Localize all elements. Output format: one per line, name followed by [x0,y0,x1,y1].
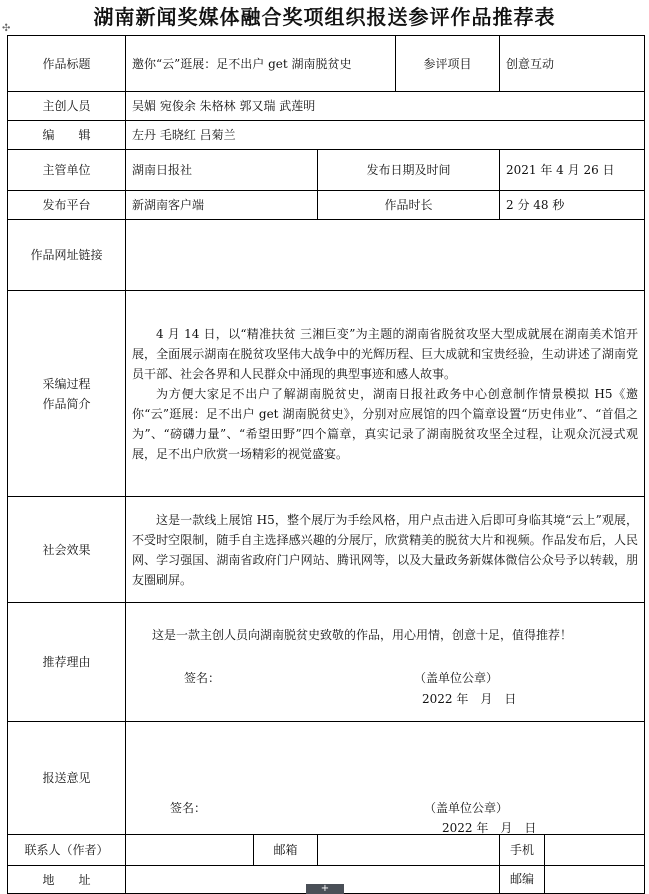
recommendation-form-table [7,35,645,894]
row-social-effect [8,497,645,603]
platform-label: 发布平台 [8,191,126,220]
platform-value[interactable]: 新湖南客户端 [126,191,318,220]
unit-value[interactable]: 湖南日报社 [126,150,318,191]
reason-value[interactable] [126,603,645,722]
row-creators [8,92,645,121]
postcode-label: 邮编 [500,866,545,893]
social-effect-paragraph: 这是一款线上展馆 H5，整个展厅为手绘风格，用户点击进入后即可身临其境“云上”观展，不受时空限制，随手自主选择感兴趣的分展厅，欣赏精美的脱贫大片和视频。作品发布后，人民网、学习强国、湖南省政府门户网站、腾讯网等，以及大量政务新媒体微信公众号予以转载，朋友圈刷屏。 [132,512,639,587]
social-effect-value[interactable] [126,497,645,603]
submit-seal: （盖单位公章） [424,801,509,815]
postcode-cell [500,866,645,894]
work-title-value[interactable]: 邀你“云”逛展：足不出户 get 湖南脱贫史 [126,36,396,92]
row-editors [8,121,645,150]
row-reason [8,603,645,722]
process-intro-value[interactable] [126,291,645,497]
submit-sign-label: 签名： [170,801,207,815]
submit-date: 2022 年 月 日 [442,821,537,835]
publish-datetime-value[interactable]: 2021 年 4 月 26 日 [500,150,645,191]
row-url [8,220,645,291]
duration-value[interactable]: 2 分 48 秒 [500,191,645,220]
creators-label: 主创人员 [8,92,126,121]
contact-label: 联系人（作者） [8,835,126,866]
email-label: 邮箱 [254,835,318,866]
category-label: 参评项目 [396,36,500,92]
row-contact [8,835,645,866]
reason-label: 推荐理由 [8,603,126,722]
editors-value[interactable]: 左丹 毛晓红 吕菊兰 [126,121,645,150]
intro-paragraph-2: 为方便大家足不出户了解湖南脱贫史，湖南日报社政务中心创意制作情景模拟 H5《邀你“云”逛展：足不出户 get 湖南脱贫史》，分别对应展馆的四个篇章设置“历史伟业”、“首倡之为”、“磅礴力量”、“希望田野”四个篇章，真实记录了湖南脱贫攻坚全过程，让观众沉浸式观展，足不出户欣赏一场精彩的视觉盛宴。 [132,386,639,461]
submit-opinion-value[interactable] [126,722,645,835]
table-move-handle-icon[interactable]: ✣ [2,23,11,34]
process-intro-label-line1: 采编过程 [42,376,91,391]
reason-date: 2022 年 月 日 [422,692,517,706]
unit-label: 主管单位 [8,150,126,191]
phone-value[interactable] [545,835,644,865]
duration-label: 作品时长 [318,191,500,220]
address-label: 地 址 [8,866,126,894]
url-value[interactable] [126,220,645,291]
form-title: 湖南新闻奖媒体融合奖项组织报送参评作品推荐表 [93,5,556,29]
row-unit [8,150,645,191]
reason-sign-label: 签名： [184,671,221,685]
row-platform [8,191,645,220]
editors-label: 编 辑 [8,121,126,150]
creators-value[interactable]: 吴媚 宛俊余 朱格林 郭又瑞 武莲明 [126,92,645,121]
publish-datetime-label: 发布日期及时间 [318,150,500,191]
url-label: 作品网址链接 [8,220,126,291]
reason-seal: （盖单位公章） [414,671,499,685]
submit-opinion-label: 报送意见 [8,722,126,835]
row-process-intro [8,291,645,497]
intro-paragraph-1: 4 月 14 日，以“精准扶贫 三湘巨变”为主题的湖南省脱贫攻坚大型成就展在湖南美术馆开展，全面展示湖南在脱贫攻坚伟大战争中的光辉历程、巨大成就和宝贵经验，生动讲述了湖南党员干部、社会各界和人民群众中涌现的典型事迹和感人故事。 [132,326,639,381]
email-value[interactable] [318,835,500,866]
postcode-value[interactable] [545,866,644,893]
social-effect-label: 社会效果 [8,497,126,603]
contact-value[interactable] [126,835,254,866]
process-intro-label [8,291,126,497]
row-work-title [8,36,645,92]
reason-text: 这是一款主创人员向湖南脱贫史致敬的作品，用心用情，创意十足，值得推荐！ [152,628,573,642]
category-value[interactable]: 创意互动 [500,36,645,92]
row-submit-opinion [8,722,645,835]
work-title-label: 作品标题 [8,36,126,92]
phone-label: 手机 [500,835,545,865]
process-intro-label-line2: 作品简介 [42,396,91,411]
phone-cell [500,835,645,866]
add-row-tab[interactable]: + [306,884,344,894]
